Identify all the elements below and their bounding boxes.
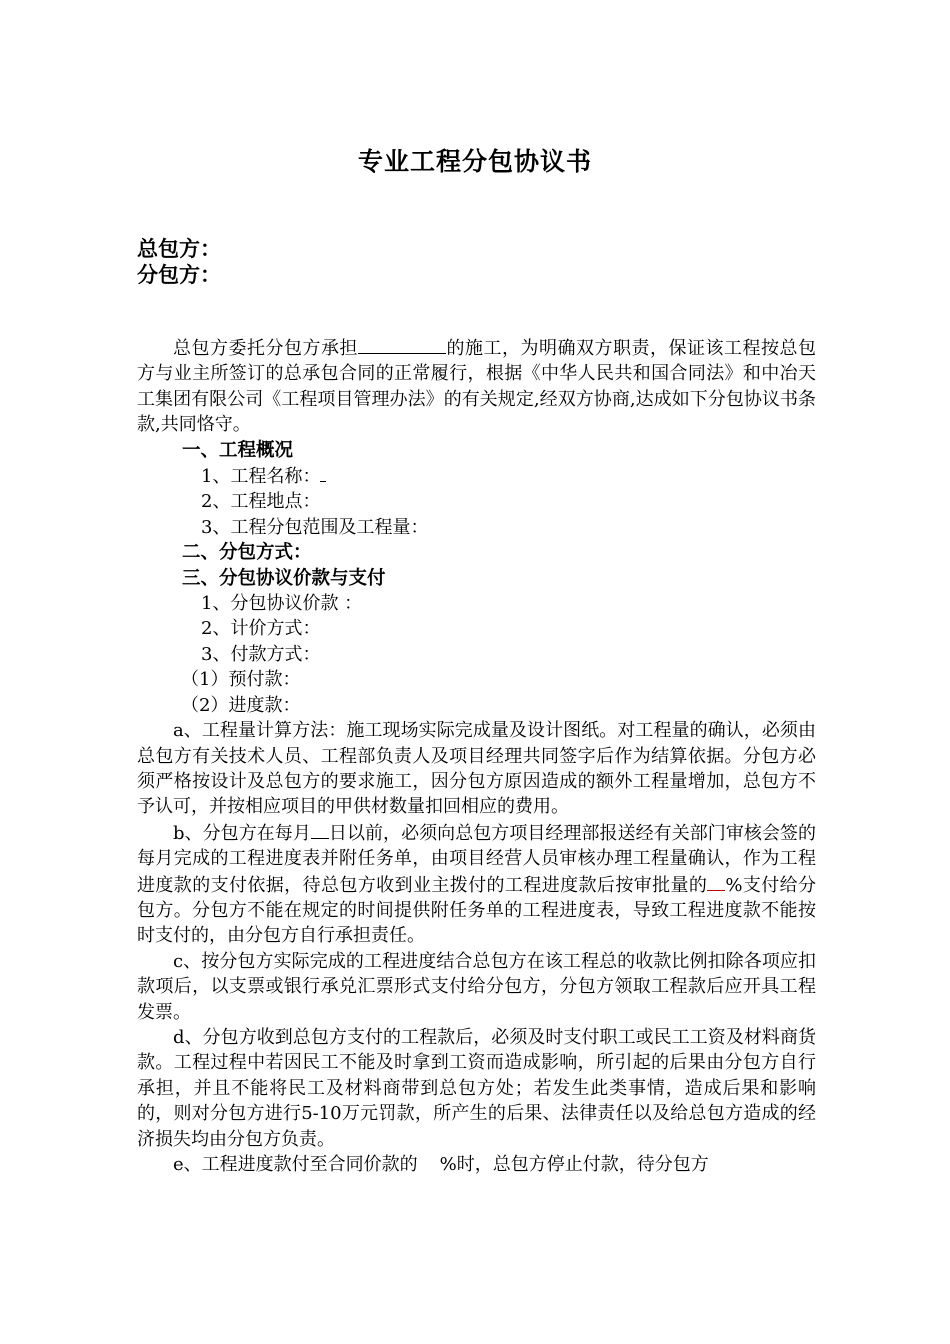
section-1-item-2: 2、工程地点： — [201, 491, 321, 513]
section-3-item-2: 2、计价方式： — [201, 618, 321, 640]
section-3-sub-2: （2）进度款： — [181, 694, 301, 716]
section-1-item-3: 3、工程分包范围及工程量： — [201, 516, 429, 538]
clause-b: b、分包方在每月 日以前，必须向总包方项目经理部报送经有关部门审核会签的每月完成的工程进度表并附任务单，由项目经营人员审核办理工程量确认，作为工程进度款的支付依据，待总包方收到业主拨付的工程进度款后按审批量的 %支付给分包方。分包方不能在规定的时间提供附任务单的工程进度表，导致工程进度款不能按时支付的，由分包方自行承担责任。 — [137, 820, 816, 949]
report-day-blank — [311, 820, 329, 839]
section-1-heading: 一、工程概况 — [182, 439, 294, 461]
section-2-heading: 二、分包方式： — [182, 542, 312, 564]
document-title: 专业工程分包协议书 — [357, 147, 592, 176]
section-3-item-1: 1、分包协议价款 ： — [201, 593, 363, 615]
clause-a: a、工程量计算方法：施工现场实际完成量及设计图纸。对工程量的确认，必须由总包方有关技术人员、工程部负责人及项目经理共同签字后作为结算依据。分包方必须严格按设计及总包方的要求施工，因分包方原因造成的额外工程量增加，总包方不予认可，并按相应项目的甲供材数量扣回相应的费用。 — [137, 720, 816, 818]
project-title-blank — [320, 463, 326, 482]
subcontractor-label: 分包方： — [137, 263, 221, 287]
general-contractor-label: 总包方： — [137, 237, 221, 261]
payment-percent-blank — [707, 872, 725, 891]
clause-d: d、分包方收到总包方支付的工程款后，必须及时支付职工或民工工资及材料商货款。工程过程中若因民工不能及时拿到工资而造成影响，所引起的后果由分包方自行承担，并且不能将民工及材料商带到总包方处；若发生此类事情，造成后果和影响的，则对分包方进行5-10万元罚款，所产生的后果、法律责任以及给总包方造成的经济损失均由分包方负责。 — [137, 1026, 816, 1150]
clause-e: e、工程进度款付至合同价款的 %时，总包方停止付款，待分包方 — [173, 1154, 709, 1175]
section-1-item-1: 1、工程名称： — [137, 463, 816, 489]
project-name-blank — [358, 335, 446, 354]
section-3-sub-1: （1）预付款： — [181, 669, 301, 691]
intro-paragraph: 总包方委托分包方承担 的施工，为明确双方职责，保证该工程按总包方与业主所签订的总承包合同的正常履行，根据《中华人民共和国合同法》和中冶天工集团有限公司《工程项目管理办法》的有关规定,经双方协商,达成如下分包协议书条款,共同恪守。 — [137, 335, 816, 438]
section-3-item-3: 3、付款方式： — [201, 643, 321, 665]
document-body — [137, 335, 816, 1177]
clause-c: c、按分包方实际完成的工程进度结合总包方在该工程总的收款比例扣除各项应扣款项后，以支票或银行承兑汇票形式支付给分包方，分包方领取工程款后应开具工程发票。 — [137, 950, 816, 1023]
section-3-heading: 三、分包协议价款与支付 — [182, 567, 386, 589]
